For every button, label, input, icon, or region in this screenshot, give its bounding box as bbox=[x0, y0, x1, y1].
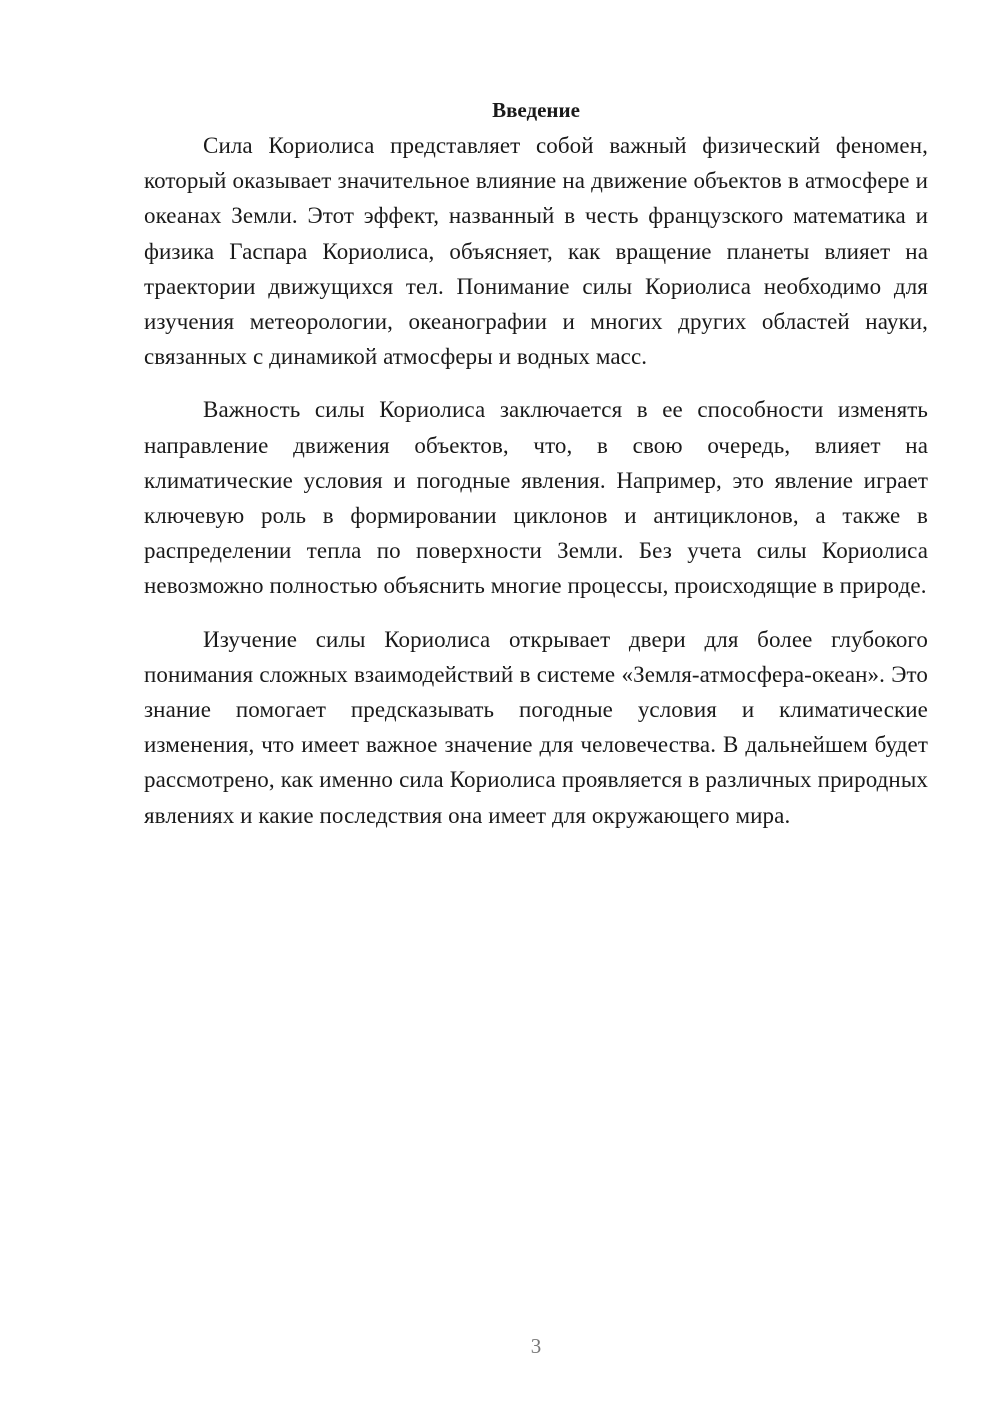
paragraph-3: Изучение силы Кориолиса открывает двери для более глубокого понимания сложных взаимодействий в системе «Земля-атмосфера-океан». Это знание помогает предсказывать погодные условия и климатические изменения, что имеет важное значение для человечества. В дальнейшем будет рассмотрено, как именно сила Кориолиса проявляется в различных природных явлениях и какие последствия она имеет для окружающего мира. bbox=[144, 626, 928, 828]
page-number: 3 bbox=[530, 1334, 542, 1358]
section-heading: Введение bbox=[492, 98, 580, 122]
page-content bbox=[144, 93, 928, 833]
paragraph-1: Сила Кориолиса представляет собой важный физический феномен, который оказывает значительное влияние на движение объектов в атмосфере и океанах Земли. Этот эффект, названный в честь французского математика и физика Гаспара Кориолиса, объясняет, как вращение планеты влияет на траектории движущихся тел. Понимание силы Кориолиса необходимо для изучения метеорологии, океанографии и многих других областей науки, связанных с динамикой атмосферы и водных масс. bbox=[144, 133, 928, 370]
paragraph-2: Важность силы Кориолиса заключается в ее способности изменять направление движения объектов, что, в свою очередь, влияет на климатические условия и погодные явления. Например, это явление играет ключевую роль в формировании циклонов и антициклонов, а также в распределении тепла по поверхности Земли. Без учета силы Кориолиса невозможно полностью объяснить многие процессы, происходящие в природе. bbox=[144, 397, 928, 599]
